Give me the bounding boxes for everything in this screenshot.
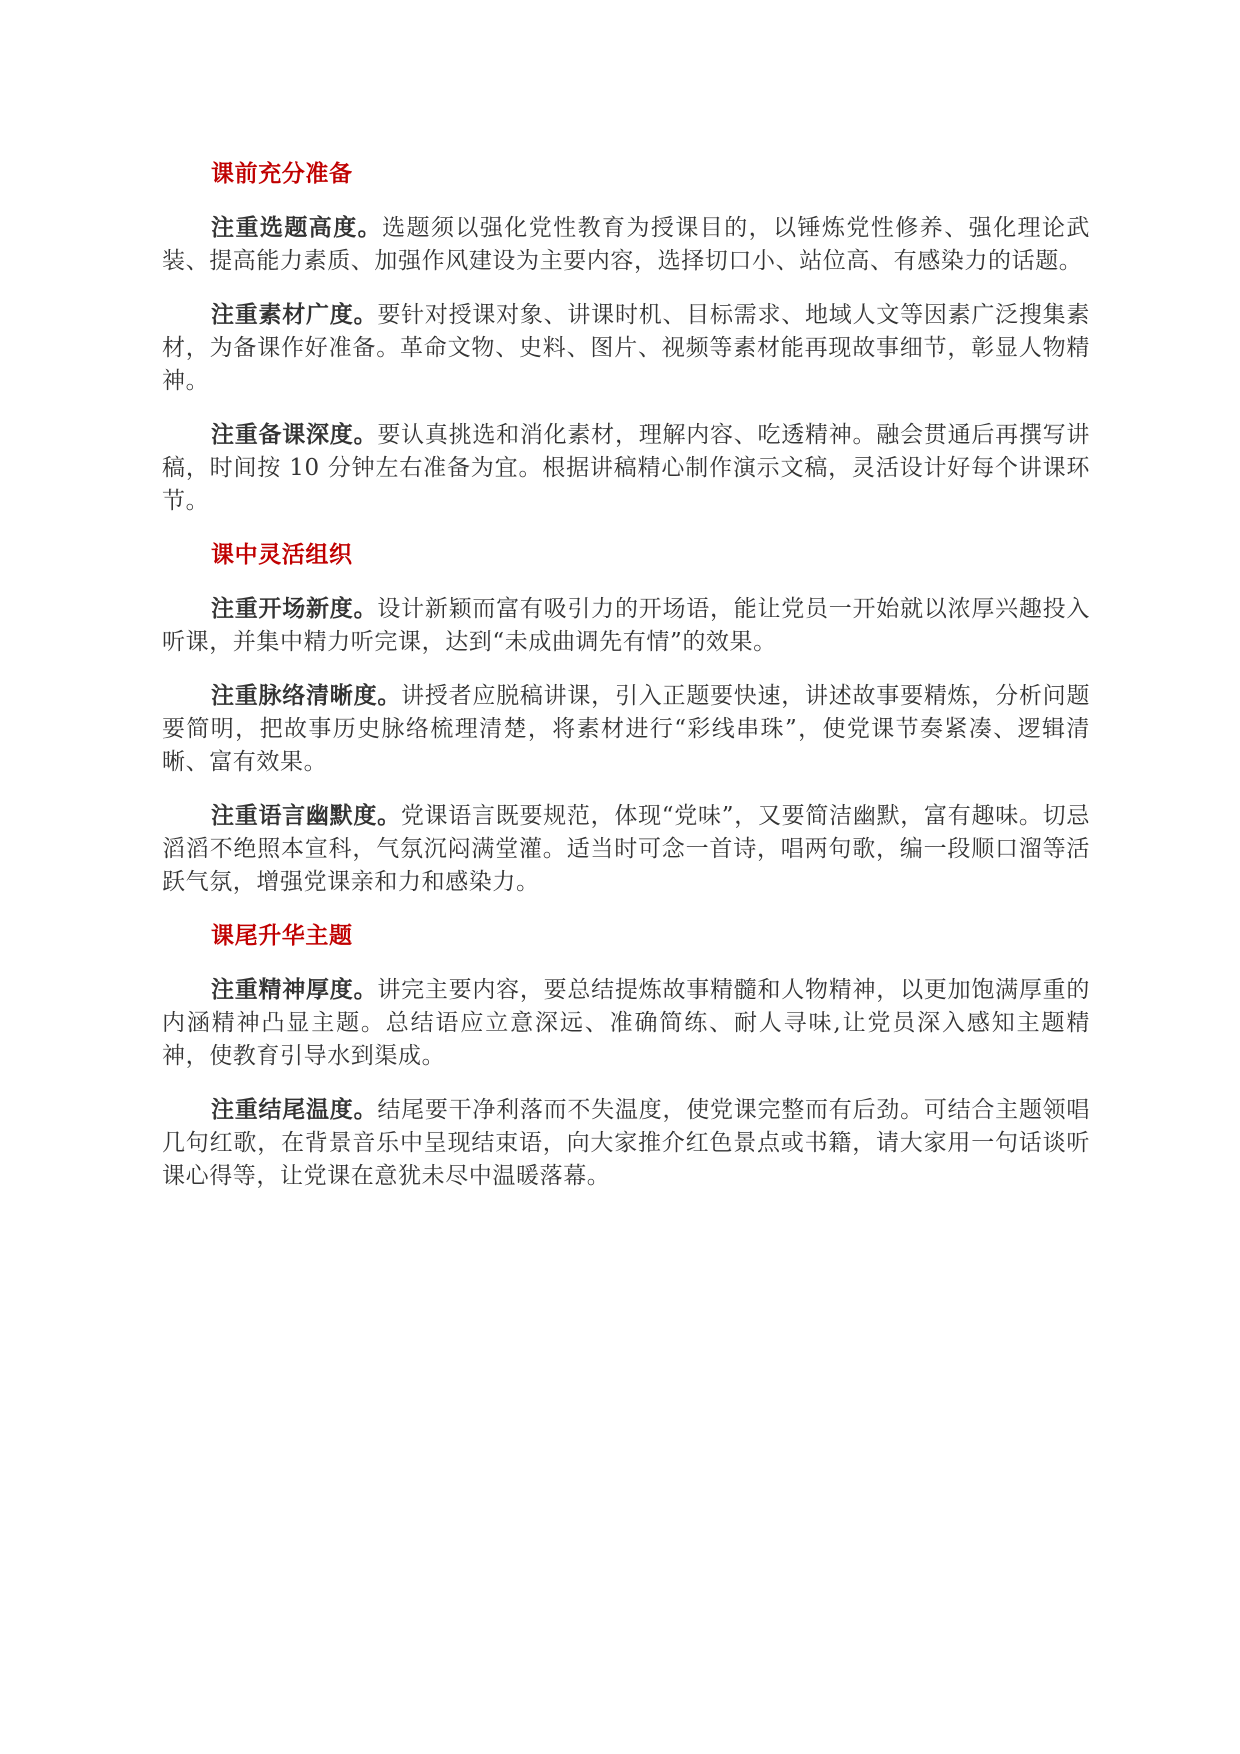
paragraph-text: 讲授者应脱稿讲课，引入正题要快速，讲述故事要精炼，分析问题要简明，把故事历史脉络梳理清楚，将素材进行“彩线串珠”，使党课节奏紧凑、逻辑清晰、富有效果。 — [162, 683, 1090, 775]
section-heading: 课前充分准备 — [211, 161, 353, 187]
paragraph — [162, 1094, 1090, 1193]
paragraph-lead: 注重开场新度。 — [211, 596, 378, 622]
paragraph — [162, 974, 1090, 1073]
paragraph-lead: 注重结尾温度。 — [211, 1097, 378, 1123]
paragraph — [162, 800, 1090, 899]
paragraph-text: 结尾要干净利落而不失温度，使党课完整而有后劲。可结合主题领唱几句红歌，在背景音乐中呈现结束语，向大家推介红色景点或书籍，请大家用一句话谈听课心得等，让党课在意犹未尽中温暖落幕。 — [162, 1097, 1090, 1189]
paragraph — [162, 680, 1090, 779]
paragraph-text: 讲完主要内容，要总结提炼故事精髓和人物精神，以更加饱满厚重的内涵精神凸显主题。总结语应立意深远、准确简练、耐人寻味,让党员深入感知主题精神，使教育引导水到渠成。 — [162, 977, 1090, 1069]
paragraph-text: 选题须以强化党性教育为授课目的，以锤炼党性修养、强化理论武装、提高能力素质、加强作风建设为主要内容，选择切口小、站位高、有感染力的话题。 — [162, 215, 1090, 274]
paragraph-lead: 注重精神厚度。 — [211, 977, 378, 1003]
paragraph-text: 设计新颖而富有吸引力的开场语，能让党员一开始就以浓厚兴趣投入听课，并集中精力听完课，达到“未成曲调先有情”的效果。 — [162, 596, 1090, 655]
paragraph-text: 党课语言既要规范，体现“党味”，又要简洁幽默，富有趣味。切忌滔滔不绝照本宣科，气氛沉闷满堂灌。适当时可念一首诗，唱两句歌，编一段顺口溜等活跃气氛，增强党课亲和力和感染力。 — [162, 803, 1090, 895]
paragraph — [162, 299, 1090, 398]
paragraph-text: 要认真挑选和消化素材，理解内容、吃透精神。融会贯通后再撰写讲稿，时间按 10 分钟左右准备为宜。根据讲稿精心制作演示文稿，灵活设计好每个讲课环节。 — [162, 422, 1090, 514]
paragraph-lead: 注重备课深度。 — [211, 422, 378, 448]
paragraph — [162, 419, 1090, 518]
paragraph-text: 要针对授课对象、讲课时机、目标需求、地域人文等因素广泛搜集素材，为备课作好准备。革命文物、史料、图片、视频等素材能再现故事细节，彰显人物精神。 — [162, 302, 1090, 394]
paragraph-lead: 注重素材广度。 — [211, 302, 378, 328]
paragraph — [162, 593, 1090, 659]
paragraph — [162, 212, 1090, 278]
document-body — [162, 158, 1090, 1214]
paragraph-lead: 注重脉络清晰度。 — [211, 683, 402, 709]
section-heading: 课尾升华主题 — [211, 923, 353, 949]
paragraph-lead: 注重语言幽默度。 — [211, 803, 401, 829]
section-heading: 课中灵活组织 — [211, 542, 353, 568]
paragraph-lead: 注重选题高度。 — [211, 215, 383, 241]
